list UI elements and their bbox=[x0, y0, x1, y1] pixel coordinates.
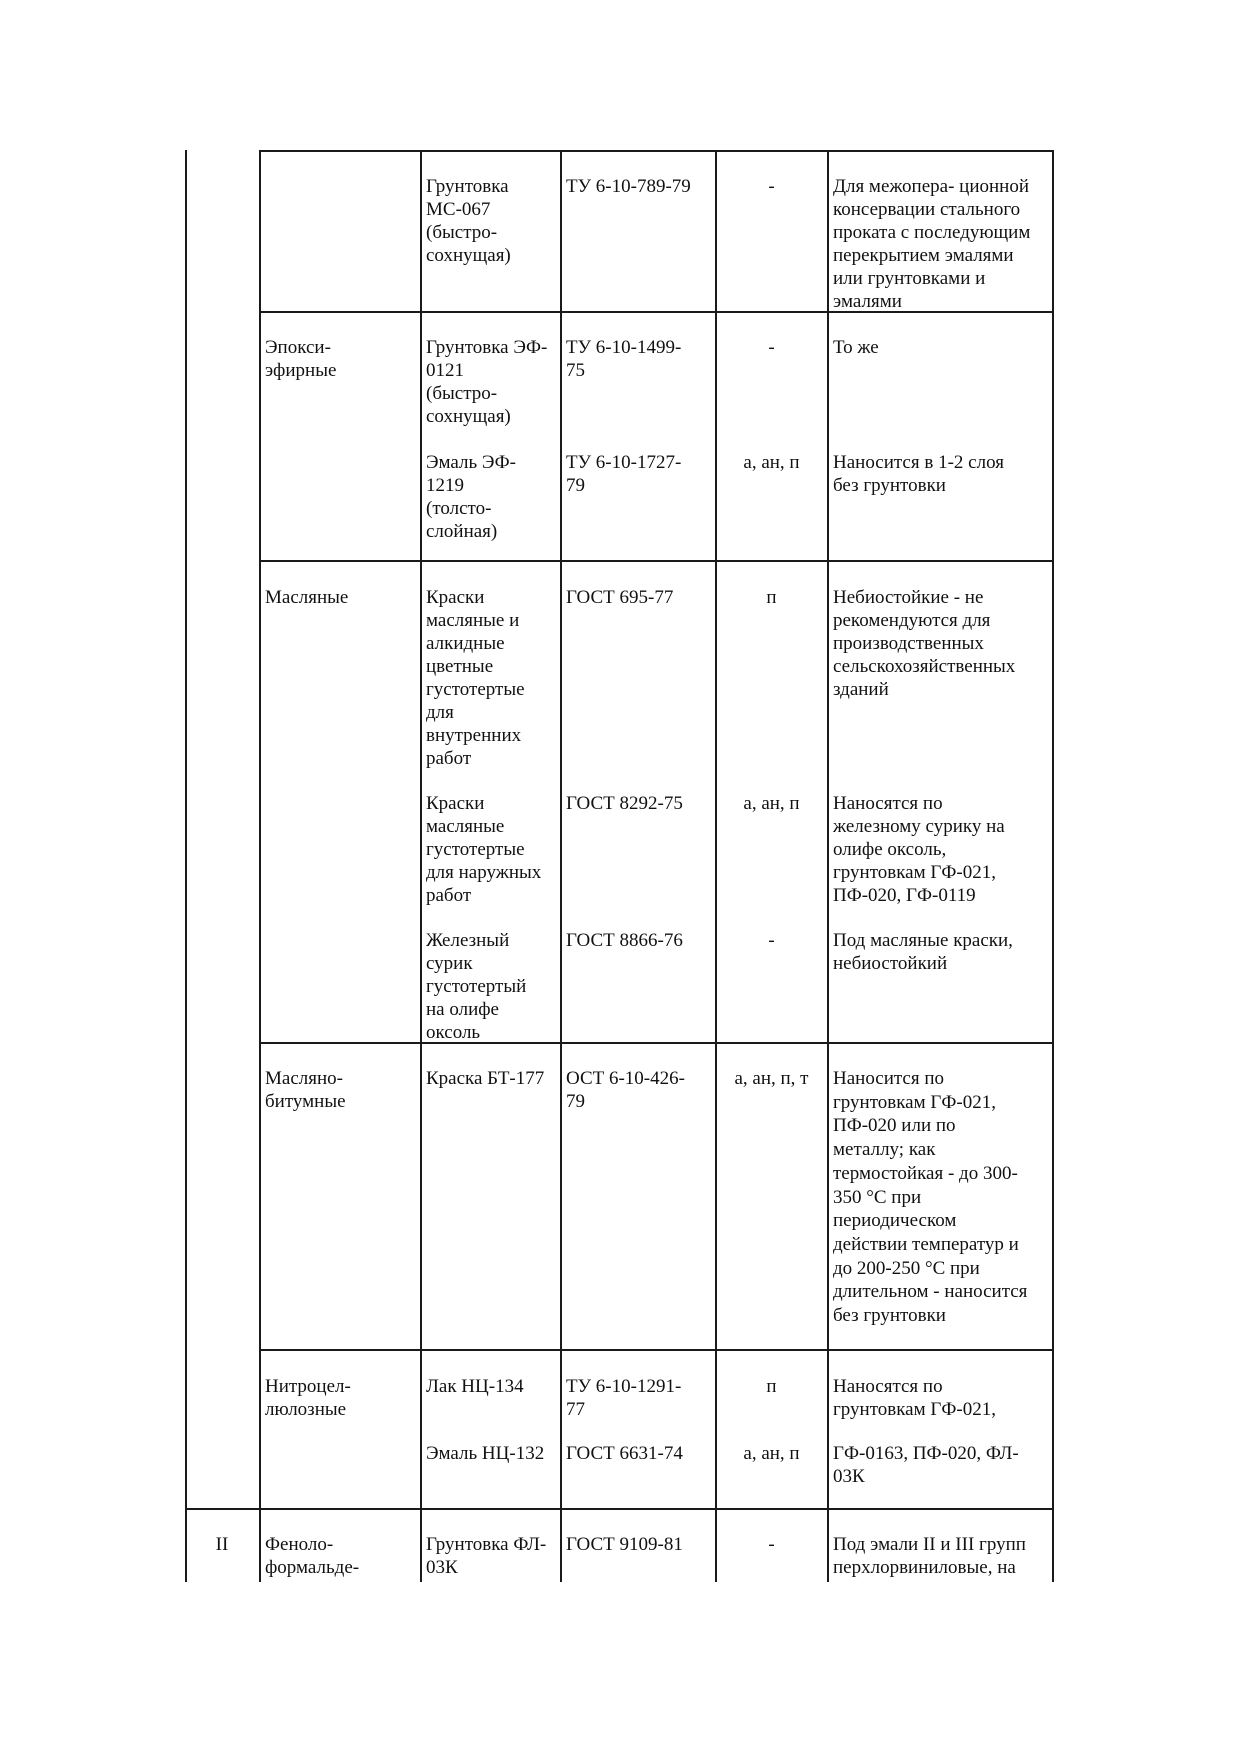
column-divider-3 bbox=[560, 150, 562, 1582]
notes-cell: Для межопера- ционной консервации стального проката с последующим перекрытием эмалями или грунтовками и эмалями bbox=[833, 176, 1031, 312]
conditions-cell: а, ан, п bbox=[743, 793, 800, 814]
group-cell: Масляно- битумные bbox=[265, 1068, 346, 1112]
material-cell: Грунтовка ЭФ- 0121 (быстро- сохнущая) bbox=[426, 337, 548, 427]
column-divider-2 bbox=[420, 150, 422, 1582]
row-border bbox=[259, 1349, 1054, 1351]
standard-cell: ГОСТ 9109-81 bbox=[566, 1534, 683, 1555]
notes-cell: ГФ-0163, ПФ-020, ФЛ- 03К bbox=[833, 1443, 1019, 1487]
row-border bbox=[185, 1508, 1054, 1510]
conditions-cell: - bbox=[768, 1534, 775, 1555]
conditions-cell: - bbox=[768, 176, 775, 197]
table-border-left bbox=[185, 150, 187, 1582]
notes-cell: Наносятся по грунтовкам ГФ-021, bbox=[833, 1376, 996, 1420]
notes-cell: Наносится в 1-2 слоя без грунтовки bbox=[833, 452, 1004, 496]
conditions-cell: а, ан, п bbox=[743, 452, 800, 473]
group-cell: Феноло- формальде- bbox=[265, 1534, 360, 1578]
column-divider-4 bbox=[715, 150, 717, 1582]
notes-cell: Наносятся по железному сурику на олифе оксоль, грунтовкам ГФ-021, ПФ-020, ГФ-0119 bbox=[833, 793, 1005, 906]
column-divider-5 bbox=[827, 150, 829, 1582]
material-cell: Грунтовка МС-067 (быстро- сохнущая) bbox=[426, 176, 511, 266]
row-border bbox=[259, 560, 1054, 562]
column-divider-1-lower bbox=[259, 1512, 261, 1582]
material-cell: Эмаль НЦ-132 bbox=[426, 1443, 545, 1464]
conditions-cell: п bbox=[766, 587, 777, 608]
conditions-cell: а, ан, п, т bbox=[734, 1068, 809, 1089]
standard-cell: ТУ 6-10-1727- 79 bbox=[566, 452, 682, 496]
conditions-cell: - bbox=[768, 337, 775, 358]
notes-cell: То же bbox=[833, 337, 879, 358]
standard-cell: ГОСТ 695-77 bbox=[566, 587, 674, 608]
group-cell: Эпокси- эфирные bbox=[265, 337, 337, 381]
notes-cell: Наносится по грунтовкам ГФ-021, ПФ-020 или по металлу; как термостойкая - до 300- 350 °С при периодическом действии температур и до 200-250 °С при длительном - наносится без грунтовки bbox=[833, 1068, 1028, 1327]
material-cell: Железный сурик густотертый на олифе оксоль bbox=[426, 930, 527, 1043]
standard-cell: ТУ 6-10-1291- 77 bbox=[566, 1376, 682, 1420]
column-divider-1 bbox=[259, 150, 261, 1512]
material-cell: Лак НЦ-134 bbox=[426, 1376, 524, 1397]
group-index-cell: II bbox=[215, 1534, 229, 1555]
standard-cell: ОСТ 6-10-426- 79 bbox=[566, 1068, 685, 1112]
conditions-cell: - bbox=[768, 930, 775, 951]
standard-cell: ТУ 6-10-1499- 75 bbox=[566, 337, 682, 381]
row-border-top bbox=[259, 150, 1054, 152]
standard-cell: ГОСТ 8292-75 bbox=[566, 793, 683, 814]
notes-cell: Под масляные краски, небиостойкий bbox=[833, 930, 1013, 974]
standard-cell: ГОСТ 6631-74 bbox=[566, 1443, 683, 1464]
material-cell: Грунтовка ФЛ- 03К bbox=[426, 1534, 547, 1578]
material-cell: Краски масляные густотертые для наружных работ bbox=[426, 793, 542, 906]
table-border-right bbox=[1052, 150, 1054, 1582]
material-cell: Краска БТ-177 bbox=[426, 1068, 545, 1089]
notes-cell: Под эмали II и III групп перхлорвиниловые, на bbox=[833, 1534, 1026, 1578]
standard-cell: ТУ 6-10-789-79 bbox=[566, 176, 691, 197]
conditions-cell: а, ан, п bbox=[743, 1443, 800, 1464]
conditions-cell: п bbox=[766, 1376, 777, 1397]
notes-cell: Небиостойкие - не рекомендуются для производственных сельскохозяйственных зданий bbox=[833, 587, 1016, 700]
material-cell: Краски масляные и алкидные цветные густотертые для внутренних работ bbox=[426, 587, 525, 769]
group-cell: Нитроцел- люлозные bbox=[265, 1376, 351, 1420]
row-border bbox=[259, 1042, 1054, 1044]
material-cell: Эмаль ЭФ- 1219 (толсто- слойная) bbox=[426, 452, 516, 542]
standard-cell: ГОСТ 8866-76 bbox=[566, 930, 683, 951]
group-cell: Масляные bbox=[265, 587, 349, 608]
